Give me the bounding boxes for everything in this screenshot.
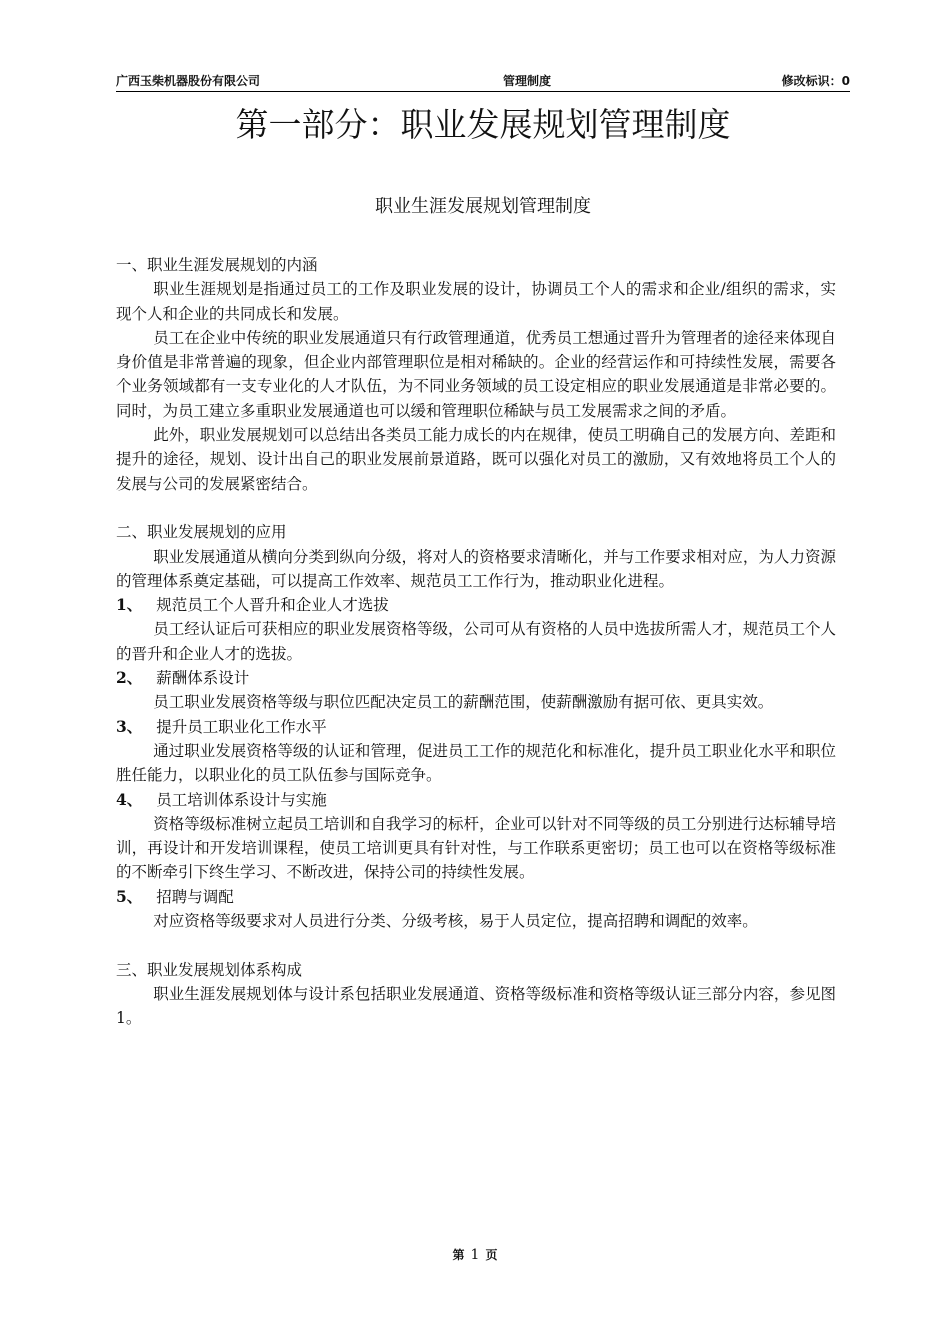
header-divider — [116, 91, 850, 92]
list-item-title: 规范员工个人晋升和企业人才选拔 — [156, 596, 389, 615]
paragraph: 员工在企业中传统的职业发展通道只有行政管理通道，优秀员工想通过晋升为管理者的途径来体现自身价值是非常普遍的现象，但企业内部管理职位是相对稀缺的。企业的经营运作和可持续性发展，需要各个业务领域都有一支专业化的人才队伍，为不同业务领域的员工设定相应的职业发展通道是非常必要的。同时，为员工建立多重职业发展通道也可以缓和管理职位稀缺与员工发展需求之间的矛盾。 — [116, 328, 836, 420]
paragraph: 员工职业发展资格等级与职位匹配决定员工的薪酬范围，使薪酬激励有据可依、更具实效。 — [153, 693, 774, 712]
list-item-title: 招聘与调配 — [156, 887, 234, 906]
paragraph: 职业生涯发展规划体与设计系包括职业发展通道、资格等级标准和资格等级认证三部分内容，参见图1。 — [116, 984, 836, 1028]
paragraph: 资格等级标准树立起员工培训和自我学习的标杆，企业可以针对不同等级的员工分别进行达标辅导培训，再设计和开发培训课程，使员工培训更具有针对性，与工作联系更密切；员工也可以在资格等级标准的不断牵引下终生学习、不断改进，保持公司的持续性发展。 — [116, 814, 836, 882]
list-item-number: 4、 — [116, 789, 143, 809]
list-item-title: 员工培训体系设计与实施 — [156, 790, 327, 809]
header-doc-type: 管理制度 — [503, 74, 552, 88]
page-header — [116, 72, 850, 92]
paragraph: 此外，职业发展规划可以总结出各类员工能力成长的内在规律，使员工明确自己的发展方向、差距和提升的途径，规划、设计出自己的职业发展前景道路，既可以强化对员工的激励，又有效地将员工个人的发展与公司的发展紧密结合。 — [116, 426, 836, 493]
document-body — [116, 253, 836, 1031]
list-item-heading — [116, 788, 836, 812]
header-revision: 修改标识：0 — [781, 74, 850, 88]
section-3-heading: 三、职业发展规划体系构成 — [116, 960, 303, 979]
header-company: 广西玉柴机器股份有限公司 — [116, 74, 261, 88]
paragraph: 通过职业发展资格等级的认证和管理，促进员工工作的规范化和标准化，提升员工职业化水平和职位胜任能力，以职业化的员工队伍参与国际竞争。 — [116, 741, 836, 785]
list-item-title: 提升员工职业化工作水平 — [156, 717, 327, 736]
list-item-heading — [116, 885, 836, 909]
page-subtitle: 职业生涯发展规划管理制度 — [375, 196, 591, 217]
footer-suffix: 页 — [485, 1248, 498, 1262]
page-number: 1 — [470, 1247, 480, 1263]
list-item-heading — [116, 593, 836, 617]
page-footer — [0, 1246, 950, 1263]
section-2-heading: 二、职业发展规划的应用 — [116, 523, 287, 542]
page-title: 第一部分：职业发展规划管理制度 — [235, 105, 731, 144]
list-item-title: 薪酬体系设计 — [156, 669, 250, 688]
list-item-heading — [116, 666, 836, 690]
spacer — [116, 496, 836, 520]
list-item-number: 1、 — [116, 595, 143, 615]
list-item-number: 3、 — [116, 716, 143, 736]
paragraph: 对应资格等级要求对人员进行分类、分级考核，易于人员定位，提高招聘和调配的效率。 — [153, 912, 758, 931]
footer-prefix: 第 — [452, 1248, 465, 1262]
list-item-heading — [116, 715, 836, 739]
section-1-heading: 一、职业生涯发展规划的内涵 — [116, 256, 318, 274]
paragraph: 职业生涯规划是指通过员工的工作及职业发展的设计，协调员工个人的需求和企业/组织的需求，实现个人和企业的共同成长和发展。 — [116, 280, 836, 323]
spacer — [116, 933, 836, 957]
list-item-number: 5、 — [116, 886, 143, 906]
paragraph: 员工经认证后可获相应的职业发展资格等级，公司可从有资格的人员中选拔所需人才，规范员工个人的晋升和企业人才的选拔。 — [116, 620, 836, 663]
paragraph: 职业发展通道从横向分类到纵向分级，将对人的资格要求清晰化，并与工作要求相对应，为人力资源的管理体系奠定基础，可以提高工作效率、规范员工工作行为，推动职业化进程。 — [116, 547, 836, 590]
list-item-number: 2、 — [116, 668, 143, 688]
